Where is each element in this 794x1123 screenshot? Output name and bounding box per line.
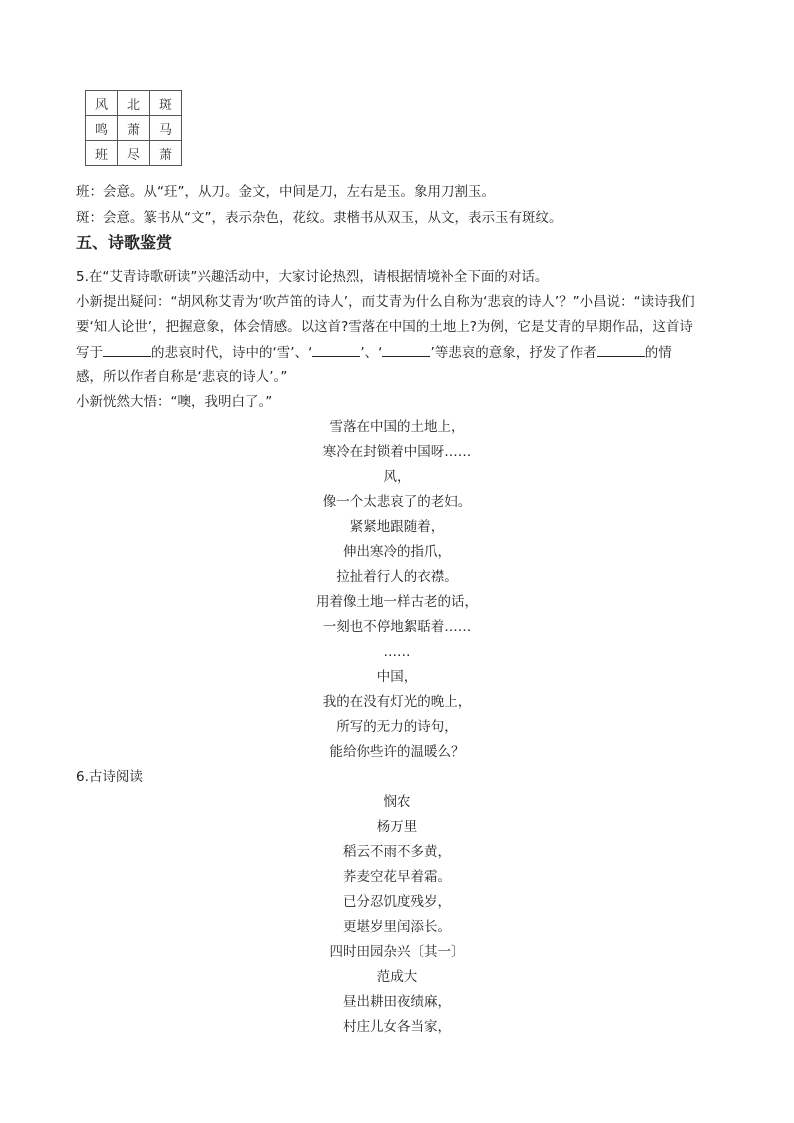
grid-cell: 萧 — [118, 116, 150, 141]
section-heading: 五、诗歌鉴赏 — [76, 233, 173, 252]
poem-line: 所写的无力的诗句， — [336, 719, 458, 735]
poem-line: 已分忍饥度残岁， — [343, 894, 451, 910]
q5-reply: 小新恍然大悟：“噢，我明白了。” — [76, 394, 273, 410]
q5-text: 写于 — [76, 345, 103, 361]
grid-row — [86, 116, 182, 141]
answer-blank[interactable] — [103, 343, 151, 357]
poem-line: 像一个太悲哀了的老妇。 — [322, 494, 472, 510]
poem-line: 紧紧地跟随着， — [349, 519, 445, 535]
answer-blank[interactable] — [382, 343, 430, 357]
poem-line: 荞麦空花早着霜。 — [343, 869, 451, 885]
poem-line: 寒冷在封锁着中国呀…… — [322, 444, 472, 460]
grid-cell: 斑 — [150, 91, 182, 116]
poem-line: 能给你些许的温暖么？ — [329, 744, 465, 760]
poem-line: 更堪岁里闰添长。 — [343, 919, 451, 935]
poem-line: 昼出耕田夜绩麻， — [343, 994, 451, 1010]
grid-cell: 萧 — [150, 141, 182, 166]
poem-author: 范成大 — [376, 969, 418, 985]
q5-text: ’等悲哀的意象，抒发了作者 — [430, 345, 597, 361]
poem-line: 一刻也不停地絮聒着…… — [322, 619, 472, 635]
poem-line: 伸出寒冷的指爪， — [343, 544, 451, 560]
poem-title: 悯农 — [383, 794, 411, 810]
poem-line: …… — [383, 644, 411, 660]
poem-line: 村庄儿女各当家， — [343, 1019, 451, 1035]
q5-dialog-line-4: 感，所以作者自称是‘悲哀的诗人’。” — [76, 369, 288, 385]
poem-line: 风， — [383, 469, 411, 485]
poem-line: 雪落在中国的土地上， — [329, 419, 465, 435]
poem-line: 用着像土地一样古老的话， — [316, 594, 478, 610]
answer-blank[interactable] — [597, 343, 645, 357]
definition-ban-1: 班：会意。从“玨”，从刀。金文，中间是刀，左右是玉。象用刀割玉。 — [76, 184, 495, 200]
poem-line: 中国， — [376, 669, 418, 685]
grid-cell: 马 — [150, 116, 182, 141]
poem-line: 拉扯着行人的衣襟。 — [336, 569, 458, 585]
poem-line: 稻云不雨不多黄， — [343, 844, 451, 860]
q5-intro: 5.在“艾青诗歌研读”兴趣活动中，大家讨论热烈，请根据情境补全下面的对话。 — [76, 269, 549, 285]
q5-dialog-line-2: 要‘知人论世’，把握意象，体会情感。以这首?雪落在中国的土地上?为例，它是艾青的早期作品，这首诗 — [76, 319, 693, 335]
q5-text: 的悲哀时代，诗中的‘雪’、‘ — [151, 345, 313, 361]
definition-ban-2: 斑：会意。篆书从“文”，表示杂色，花纹。隶楷书从双玉，从文，表示玉有斑纹。 — [76, 210, 563, 226]
poem-line: 我的在没有灯光的晚上， — [322, 694, 472, 710]
grid-cell: 鸣 — [86, 116, 118, 141]
grid-cell: 北 — [118, 91, 150, 116]
poem-title: 四时田园杂兴〔其一〕 — [329, 944, 465, 960]
q5-text: ’、‘ — [360, 345, 383, 361]
character-grid — [85, 90, 182, 166]
q5-text: 的情 — [644, 345, 672, 361]
q6-intro: 6.古诗阅读 — [76, 769, 143, 785]
poem-author: 杨万里 — [376, 819, 418, 835]
grid-cell: 风 — [86, 91, 118, 116]
grid-cell: 尽 — [118, 141, 150, 166]
q5-dialog-line-3 — [76, 343, 672, 362]
grid-row — [86, 141, 182, 166]
grid-row — [86, 91, 182, 116]
answer-blank[interactable] — [312, 343, 360, 357]
q5-dialog-line-1: 小新提出疑问：“胡风称艾青为‘吹芦笛的诗人’，而艾青为什么自称为‘悲哀的诗人’？”小昌说：“读诗我们 — [76, 294, 695, 310]
grid-cell: 班 — [86, 141, 118, 166]
